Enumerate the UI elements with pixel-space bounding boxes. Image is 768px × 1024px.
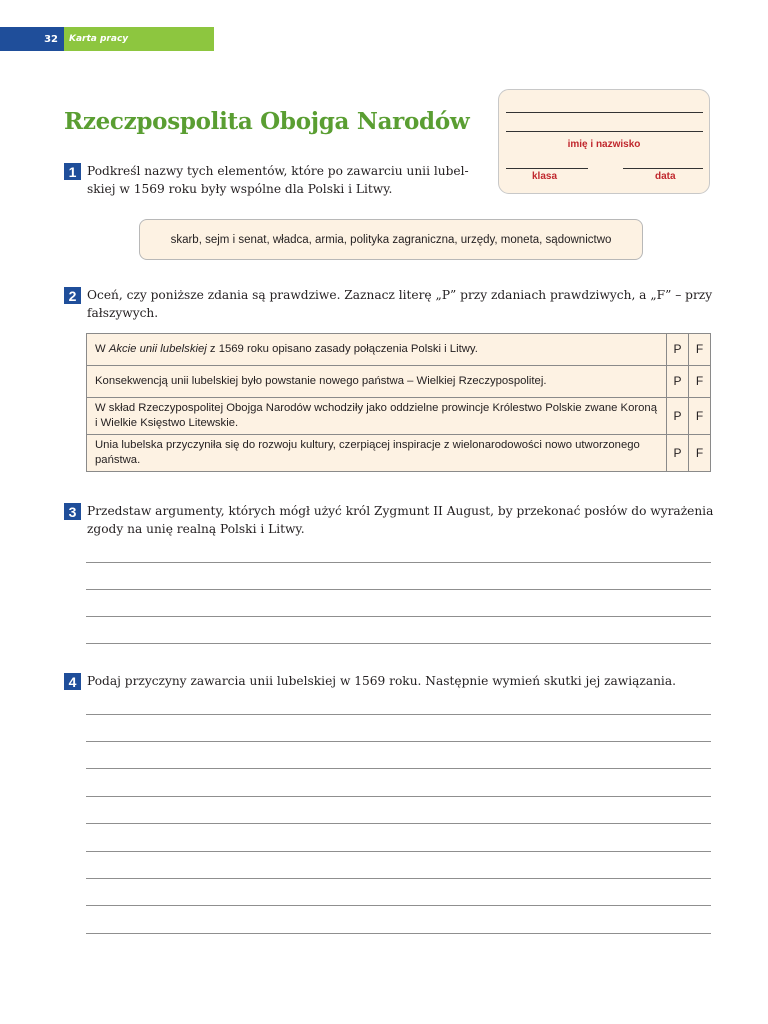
name-line-1[interactable] [506, 112, 703, 113]
option-false[interactable]: F [689, 435, 711, 472]
answer-line[interactable] [86, 562, 711, 563]
option-true[interactable]: P [667, 366, 689, 398]
true-false-table [86, 333, 711, 472]
answer-line[interactable] [86, 616, 711, 617]
task-instruction: Podaj przyczyny zawarcia unii lubelskiej w 1569 roku. Następnie wymień skutki jej zawiązania. [87, 674, 676, 688]
page-title: Rzeczpospolita Obojga Narodów [64, 108, 470, 135]
answer-line[interactable] [86, 643, 711, 644]
task-1 [64, 163, 469, 198]
answer-line[interactable] [86, 933, 711, 934]
answer-line[interactable] [86, 768, 711, 769]
option-true[interactable]: P [667, 398, 689, 435]
task-2 [64, 287, 712, 322]
date-line[interactable] [623, 168, 703, 169]
header-bar [0, 27, 214, 51]
answer-line[interactable] [86, 878, 711, 879]
table-row [87, 334, 711, 366]
table-row [87, 398, 711, 435]
date-label: data [655, 171, 676, 182]
answer-line[interactable] [86, 851, 711, 852]
task-number: 2 [64, 287, 81, 304]
class-label: klasa [532, 171, 558, 182]
task-4 [64, 673, 676, 690]
answer-line[interactable] [86, 905, 711, 906]
table-row [87, 366, 711, 398]
statement-text: Konsekwencją unii lubelskiej było powstanie nowego państwa – Wielkiej Rzeczypospolitej. [87, 366, 667, 398]
task-instruction: Przedstaw argumenty, których mógł użyć król Zygmunt II August, by przekonać posłów do wyrażenia zgody na unię realną Polski i Litwy. [87, 504, 714, 536]
statement-text: W skład Rzeczypospolitej Obojga Narodów wchodziły jako oddzielne prowincje Królestwo Polskie zwane Koroną i Wielkie Księstwo Litewskie. [87, 398, 667, 435]
name-label: imię i nazwisko [567, 139, 641, 150]
option-true[interactable]: P [667, 435, 689, 472]
option-false[interactable]: F [689, 366, 711, 398]
class-line[interactable] [506, 168, 588, 169]
answer-line[interactable] [86, 796, 711, 797]
word-bank[interactable]: skarb, sejm i senat, władca, armia, polityka zagraniczna, urzędy, moneta, sądownictwo [139, 219, 643, 260]
name-line-2[interactable] [506, 131, 703, 132]
statement-text: Unia lubelska przyczyniła się do rozwoju kultury, czerpiącej inspiracje z wielonarodowości nowo utworzonego państwa. [87, 435, 667, 472]
table-row [87, 435, 711, 472]
option-false[interactable]: F [689, 398, 711, 435]
statement-text: W Akcie unii lubelskiej z 1569 roku opisano zasady połączenia Polski i Litwy. [87, 334, 667, 366]
task-number: 1 [64, 163, 81, 180]
answer-line[interactable] [86, 741, 711, 742]
task-number: 4 [64, 673, 81, 690]
option-true[interactable]: P [667, 334, 689, 366]
task-instruction: Podkreśl nazwy tych elementów, które po zawarciu unii lubel- skiej w 1569 roku były wspólne dla Polski i Litwy. [87, 164, 469, 196]
section-label: Karta pracy [64, 27, 214, 51]
answer-line[interactable] [86, 823, 711, 824]
task-number: 3 [64, 503, 81, 520]
option-false[interactable]: F [689, 334, 711, 366]
page-number: 32 [0, 27, 64, 51]
answer-line[interactable] [86, 714, 711, 715]
task-3 [64, 503, 713, 538]
answer-line[interactable] [86, 589, 711, 590]
student-info-box [498, 89, 710, 194]
task-instruction: Oceń, czy poniższe zdania są prawdziwe. Zaznacz literę „P” przy zdaniach prawdziwych, a „F” – przy fałszywych. [87, 288, 713, 320]
